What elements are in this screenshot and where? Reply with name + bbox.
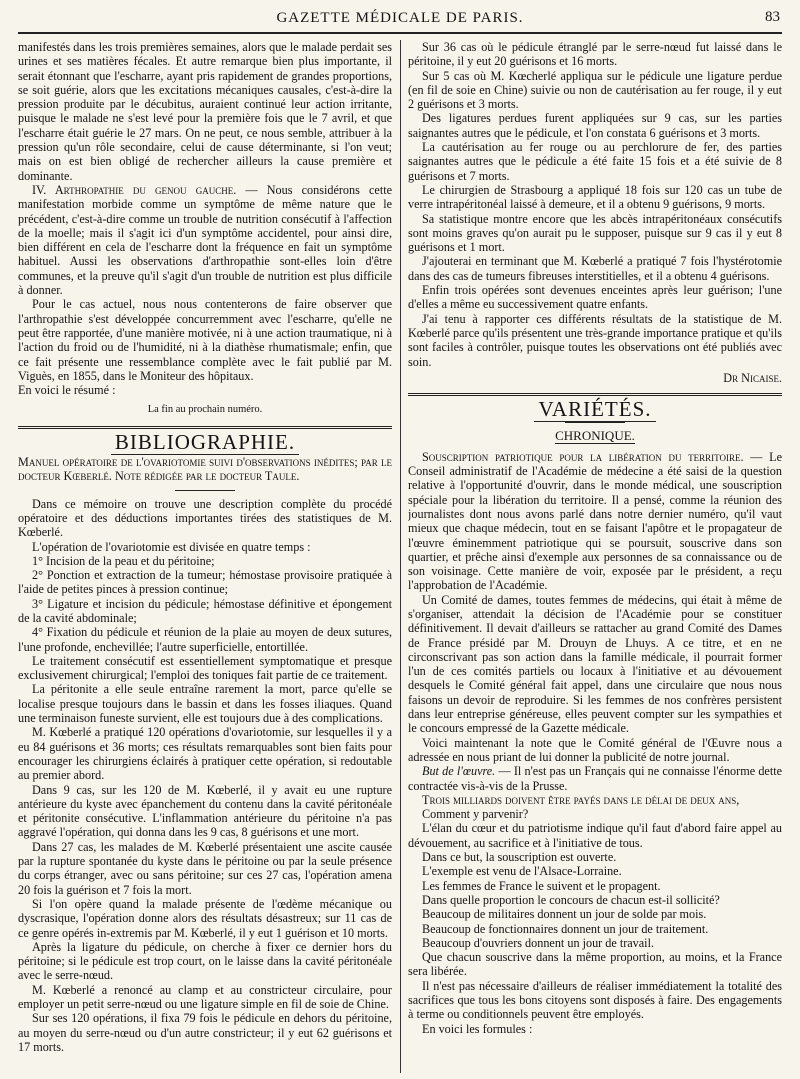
paragraph: Pour le cas actuel, nous nous contenterons de faire observer que l'arthropathie s'est développée concurremment avec l'escharre, qu'elle ne peut être rapportée, d'une manière motivée, ni à une action traumatique, ni à l'action du froid ou de l'humidité, ni à la diathèse rhumatismale; enfin, que ce fait présente une ressemblance complète avec le fait publié par M. Viguès, en 1855, dans le Moniteur des hôpitaux. bbox=[18, 297, 392, 383]
subsection-title-text: CHRONIQUE. bbox=[555, 428, 635, 444]
author-signature: Dr Nicaise. bbox=[723, 370, 782, 385]
list-item: 1° Incision de la peau et du péritoine; bbox=[32, 553, 215, 568]
paragraph: Voici maintenant la note que le Comité général de l'Œuvre nous a adressée en nous priant de lui donner la publicité de notre journal. bbox=[408, 735, 782, 764]
paragraph: Des ligatures perdues furent appliquées sur 9 cas, sur les parties saignantes autres que le pédicule, et l'on constata 6 guérisons et 3 morts. bbox=[408, 111, 782, 140]
paragraph: Dans quelle proportion le concours de chacun est-il sollicité? bbox=[422, 892, 720, 907]
paragraph: Les femmes de France le suivent et le propagent. bbox=[422, 878, 661, 893]
paragraph: L'élan du cœur et du patriotisme indique qu'il faut d'abord faire appel au dévouement, au sacrifice et à l'initiative de tous. bbox=[408, 821, 782, 850]
right-column bbox=[408, 40, 782, 1073]
varietes-title bbox=[408, 397, 782, 422]
paragraph: Beaucoup d'ouvriers donnent un jour de travail. bbox=[422, 935, 655, 950]
continued-note: La fin au prochain numéro. bbox=[147, 404, 263, 416]
chronique-title bbox=[408, 429, 782, 443]
paragraph bbox=[18, 183, 392, 297]
paragraph: J'ajouterai en terminant que M. Kœberlé a pratiqué 7 fois l'hystérotomie dans des cas de tumeurs fibreuses interstitielles, et il a obtenu 4 guérisons. bbox=[408, 254, 782, 283]
paragraph-heading: Souscription patriotique pour la libération du territoire. bbox=[422, 449, 744, 464]
paragraph: Il n'est pas nécessaire d'ailleurs de réaliser immédiatement la totalité des sacrifices que tous les bons citoyens sont disposés à faire. Des engagements à terme ou conditionnels peuvent être employés. bbox=[408, 978, 782, 1022]
section-title-text: BIBLIOGRAPHIE. bbox=[111, 430, 299, 455]
paragraph: L'exemple est venu de l'Alsace-Lorraine. bbox=[422, 864, 622, 879]
paragraph bbox=[408, 450, 782, 593]
book-reference: Manuel opératoire de l'ovariotomie suivi d'observations inédites; par le docteur Kœberlé. Note rédigée par le docteur Taule. bbox=[18, 455, 392, 484]
short-rule bbox=[175, 490, 235, 491]
paragraph: En voici les formules : bbox=[422, 1021, 533, 1036]
paragraph: La péritonite a elle seule entraîne rarement la mort, parce qu'elle se localise presque toujours dans le bassin et dans les fosses iliaques. Quand une terminaison funeste survient, elle est toujours due à des complications. bbox=[18, 682, 392, 726]
page-number: 83 bbox=[765, 9, 780, 25]
paragraph: M. Kœberlé a pratiqué 120 opérations d'ovariotomie, sur lesquelles il y a eu 84 guérisons et 36 morts; ces résultats remarquables sont bien faits pour encourager les chirurgiens éclairés à pratiquer cette opération, si redoutable au premier abord. bbox=[18, 725, 392, 783]
paragraph: Dans 27 cas, les malades de M. Kœberlé présentaient une ascite causée par la rupture spontanée du kyste dans le péritoine ou par la seule présence du corps étranger, avec ou sans péritoine; sur ces 27 cas, l'opération amena 20 fois la guérison et 7 fois la mort. bbox=[18, 839, 392, 897]
paragraph: manifestés dans les trois premières semaines, alors que le malade perdait ses urines et ses matières fécales. Et autre remarque bien plus importante, il serait étonnant que l'escharre, ayant pris rapidement de grandes proportions, se soit guérie, alors que les excitations mécaniques causales, c'est-à-dire la pression produite par le décubitus, auraient continué leur action irritante, puisque le malade ne s'est levé pour la première fois que le 7 avril, et que l'escharre était guérie le 27 mars. On ne peut, ce nous semble, attribuer à la pression qu'un rôle secondaire, celui de cause déterminante, si l'on veut; mais on est bien obligé de rechercher ailleurs la cause première et dominante. bbox=[18, 40, 392, 183]
section-divider bbox=[408, 393, 782, 396]
paragraph: Sur 5 cas où M. Kœcherlé appliqua sur le pédicule une ligature perdue (en fil de soie en Chine) suivie ou non de cautérisation au fer rouge, il y eut 2 guérisons et 3 morts. bbox=[408, 68, 782, 112]
paragraph: Un Comité de dames, toutes femmes de médecins, qui était à même de s'organiser, attendait la décision de l'Académie pour se constituer définitivement. Il devait d'ailleurs se rattacher au grand Comité des Dames de France présidé par M. Drouyn de Lhuys. A ce titre, et en ne circonscrivant pas son action dans la famille médicale, il pourrait former l'un de ces comités partiels ou locaux à l'initiative et au dévouement desquels le Comité général fait appel, dans une circulaire que nous nous faisons un devoir de reproduire. Si les femmes de nos confrères persistent dans leur entreprise généreuse, elles peuvent compter sur les sympathies et le concours empressé de la Gazette médicale. bbox=[408, 592, 782, 736]
column-divider bbox=[400, 40, 401, 1073]
paragraph: Dans 9 cas, sur les 120 de M. Kœberlé, il y avait eu une rupture antérieure du kyste avec épanchement du contenu dans la cavité péritonéale et péritonite consécutive. L'inflammation antérieure du péritoine n'a pas aggravé l'opération, qui donna dans les 9 cas, 8 guérisons et une mort. bbox=[18, 782, 392, 840]
paragraph: La cautérisation au fer rouge ou au perchlorure de fer, des parties saignantes autres que le pédicule a été faite 15 fois et a été suivie de 8 guérisons et 7 morts. bbox=[408, 140, 782, 183]
paragraph: Sa statistique montre encore que les abcès intrapéritonéaux consécutifs sont moins graves qu'on aurait pu le supposer, puisque sur 9 cas il y eut 8 guérisons et 1 mort. bbox=[408, 211, 782, 255]
paragraph-text: — Nous considérons cette manifestation morbide comme un symptôme de même nature que le précédent, c'est-à-dire comme un trouble de nutrition consécutif à l'affection de la moelle; mais il s'agit ici d'un symptôme accidentel, pour ainsi dire, bien différent en cela de l'escharre dont la fréquence en fait un symptôme habituel. Aussi les observations d'arthropathie sont-elles loin d'être communes, et la preuve qu'il s'agit d'un trouble de nutrition est plus difficile à donner. bbox=[18, 182, 392, 298]
paragraph: Si l'on opère quand la malade présente de l'œdème mécanique ou dyscrasique, l'opération donne alors des résultats désastreux; sur 11 cas de ce genre opérés in-extremis par M. Kœberlé, il y eut 1 guérison et 10 morts. bbox=[18, 896, 392, 940]
section-heading: IV. Arthropathie du genou gauche. bbox=[32, 182, 237, 197]
paragraph: Comment y parvenir? bbox=[422, 807, 529, 822]
paragraph: Enfin trois opérées sont devenues enceintes après leur guérison; l'une d'elles a même eu successivement quatre enfants. bbox=[408, 283, 782, 312]
paragraph: Après la ligature du pédicule, on cherche à fixer ce dernier hors du péritoine; si le pédicule est trop court, on le laisse dans la cavité péritonéale avec le serre-nœud. bbox=[18, 939, 392, 983]
left-column bbox=[18, 40, 392, 1073]
paragraph: L'opération de l'ovariotomie est divisée en quatre temps : bbox=[32, 539, 311, 554]
paragraph bbox=[408, 764, 782, 793]
paragraph: Beaucoup de militaires donnent un jour de solde par mois. bbox=[422, 907, 707, 922]
paragraph-heading: But de l'œuvre. bbox=[422, 764, 496, 779]
list-item: 3° Ligature et incision du pédicule; hémostase définitive et épongement de la cavité abdominale; bbox=[18, 596, 392, 625]
paragraph: M. Kœberlé a renoncé au clamp et au constricteur circulaire, pour employer un petit serre-nœud ou une ligature simple en fil de soie de Chine. bbox=[18, 982, 392, 1011]
paragraph: Trois milliards doivent être payés dans le délai de deux ans, bbox=[422, 792, 740, 807]
paragraph: Le traitement consécutif est essentiellement symptomatique et presque exclusivement chirurgical; l'emploi des toniques fait partie de ce traitement. bbox=[18, 653, 392, 683]
list-item: 2° Ponction et extraction de la tumeur; hémostase provisoire pratiquée à l'aide de petites pinces à pression continue; bbox=[18, 568, 392, 597]
journal-title: GAZETTE MÉDICALE DE PARIS. bbox=[276, 10, 524, 26]
section-title-text: VARIÉTÉS. bbox=[534, 397, 655, 422]
paragraph-text: — Il n'est pas un Français qui ne connaisse l'énorme dette contractée vis-à-vis de la Prusse. bbox=[408, 764, 782, 793]
paragraph: Sur 36 cas où le pédicule étranglé par le serre-nœud fut laissé dans le péritoine, il y eut 20 guérisons et 16 morts. bbox=[408, 40, 782, 69]
paragraph: Sur ses 120 opérations, il fixa 79 fois le pédicule en dehors du péritoine, au moyen du serre-nœud ou d'un autre constricteur; il y eut 62 guérisons et 17 morts. bbox=[18, 1011, 392, 1054]
paragraph: Le chirurgien de Strasbourg a appliqué 18 fois sur 120 cas un tube de verre intrapéritonéal laissé à demeure, et il a obtenu 9 guérisons, 9 morts. bbox=[408, 182, 782, 212]
paragraph: En voici le résumé : bbox=[18, 383, 116, 398]
bibliographie-title bbox=[18, 429, 392, 454]
paragraph-text: — Le Conseil administratif de l'Académie de médecine a été saisi de la question relative à l'opportunité d'ouvrir, dans le monde médical, une souscription spéciale pour la libération du territoire. Il a pensé, comme la réunion des journalistes dont nous avons parlé dans notre dernier numéro, qu'il vaut mieux que chaque médecin, tout en se faisant l'apôtre et le propagateur de l'œuvre éminemment patriotique qui se poursuit, souscrive dans son quartier, et prêche ainsi d'exemple aux personnes de sa connaissance ou de son voisinage. Cette manière de voir, exposée par le président, a reçu l'approbation de l'Académie. bbox=[408, 449, 782, 593]
short-rule bbox=[565, 422, 625, 423]
section-divider bbox=[18, 426, 392, 429]
paragraph: Dans ce but, la souscription est ouverte. bbox=[422, 850, 617, 865]
paragraph: Que chacun souscrive dans la même proportion, au moins, et la France sera libérée. bbox=[408, 950, 782, 979]
list-item: 4° Fixation du pédicule et réunion de la plaie au moyen de deux sutures, l'une profonde, enchevillée; l'autre superficielle, entortillée. bbox=[18, 625, 392, 654]
paragraph: Beaucoup de fonctionnaires donnent un jour de traitement. bbox=[422, 921, 709, 936]
paragraph: J'ai tenu à rapporter ces différents résultats de la statistique de M. Kœberlé parce qu'ils présentent une très-grande importance pratique et qu'ils sont faciles à contrôler, puisque toutes les observations ont été publiés avec soin. bbox=[408, 311, 782, 369]
paragraph: Dans ce mémoire on trouve une description complète du procédé opératoire et des déductions importantes tirées des statistiques de M. Kœberlé. bbox=[18, 496, 392, 540]
page-header bbox=[18, 6, 782, 34]
